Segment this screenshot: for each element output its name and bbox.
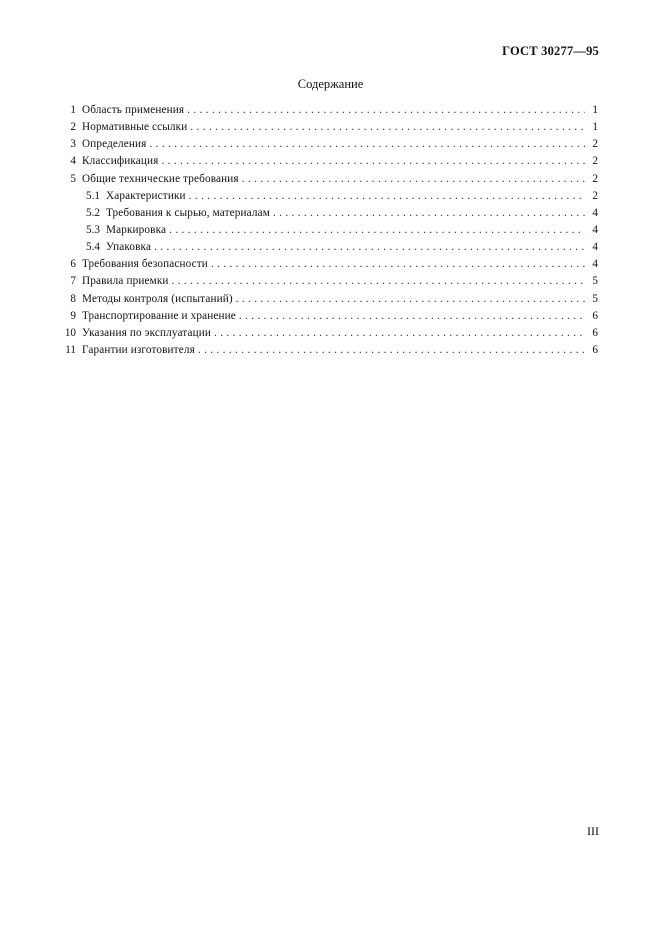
- toc-entry-label: Маркировка: [106, 223, 167, 236]
- toc-dot-leader: [189, 188, 585, 205]
- toc-entry-number: 2: [70, 121, 76, 134]
- toc-entry[interactable]: [60, 102, 598, 119]
- toc-entry[interactable]: [60, 256, 598, 273]
- toc-entry-page: 6: [592, 326, 598, 339]
- toc-dot-leader: [211, 256, 585, 273]
- toc-entry-label: Общие технические требования: [82, 172, 239, 185]
- toc-entry-number: 1: [70, 104, 76, 116]
- toc-dot-leader: [187, 102, 585, 119]
- table-of-contents: [60, 102, 598, 359]
- toc-entry[interactable]: [60, 205, 598, 222]
- toc-dot-leader: [273, 205, 585, 222]
- toc-entry-number: 6: [70, 258, 76, 271]
- toc-entry-page: 6: [592, 309, 598, 322]
- toc-dot-leader: [236, 291, 585, 308]
- toc-entry-label: Нормативные ссылки: [82, 121, 188, 134]
- toc-entry-label: Требования к сырью, материалам: [106, 206, 270, 219]
- toc-entry-page: 2: [592, 172, 598, 185]
- toc-entry-number: 5.3: [86, 223, 100, 236]
- page-number: III: [587, 824, 599, 838]
- toc-entry-label: Указания по эксплуатации: [82, 326, 212, 339]
- toc-entry[interactable]: [60, 342, 598, 359]
- toc-dot-leader: [198, 342, 585, 359]
- toc-entry-page: 4: [592, 223, 598, 236]
- toc-title: Содержание: [297, 77, 364, 91]
- toc-entry-label: Классификация: [82, 155, 159, 168]
- toc-entry-page: 5: [592, 292, 598, 305]
- toc-entry[interactable]: [60, 325, 598, 342]
- toc-entry-page: 4: [592, 206, 598, 219]
- toc-entry-number: 4: [70, 155, 76, 168]
- toc-entry-number: 10: [64, 326, 76, 339]
- toc-entry-number: 3: [70, 138, 76, 151]
- toc-entry[interactable]: [60, 239, 598, 256]
- toc-dot-leader: [214, 325, 585, 342]
- toc-entry-page: 6: [592, 343, 598, 356]
- toc-entry[interactable]: [60, 171, 598, 188]
- toc-entry-page: 2: [592, 155, 598, 168]
- toc-entry-label: Гарантии изготовителя: [82, 343, 195, 356]
- toc-entry-label: Методы контроля (испытаний): [82, 292, 233, 305]
- toc-entry-label: Определения: [82, 138, 147, 151]
- toc-entry-number: 7: [70, 275, 76, 288]
- toc-entry-label: Правила приемки: [82, 275, 169, 288]
- toc-entry-number: 11: [65, 343, 76, 356]
- toc-dot-leader: [154, 239, 585, 256]
- toc-dot-leader: [242, 171, 585, 188]
- toc-entry-page: 2: [592, 189, 598, 202]
- toc-dot-leader: [190, 119, 585, 136]
- toc-entry[interactable]: [60, 188, 598, 205]
- toc-entry-number: 5.4: [86, 241, 100, 254]
- toc-dot-leader: [169, 222, 585, 239]
- toc-entry-page: 1: [592, 104, 598, 116]
- toc-entry-label: Транспортирование и хранение: [82, 309, 236, 322]
- toc-dot-leader: [239, 308, 585, 325]
- toc-entry-page: 4: [592, 241, 598, 254]
- toc-entry-number: 5.1: [86, 189, 100, 202]
- document-code: ГОСТ 30277—95: [502, 44, 599, 58]
- toc-entry[interactable]: [60, 273, 598, 290]
- toc-dot-leader: [149, 136, 585, 153]
- toc-entry-number: 5.2: [86, 206, 100, 219]
- toc-entry-page: 4: [592, 258, 598, 271]
- toc-dot-leader: [172, 273, 585, 290]
- toc-entry-label: Упаковка: [106, 241, 152, 254]
- toc-entry[interactable]: [60, 119, 598, 136]
- toc-entry-number: 9: [70, 309, 76, 322]
- toc-entry[interactable]: [60, 222, 598, 239]
- toc-entry-page: 2: [592, 138, 598, 151]
- toc-entry-page: 5: [592, 275, 598, 288]
- toc-entry[interactable]: [60, 291, 598, 308]
- toc-entry-label: Область применения: [82, 104, 185, 116]
- toc-entry-label: Характеристики: [106, 189, 186, 202]
- toc-entry-page: 1: [592, 121, 598, 134]
- toc-dot-leader: [161, 153, 585, 170]
- toc-entry[interactable]: [60, 136, 598, 153]
- toc-entry[interactable]: [60, 153, 598, 170]
- toc-entry-number: 5: [70, 172, 76, 185]
- toc-entry[interactable]: [60, 308, 598, 325]
- toc-entry-number: 8: [70, 292, 76, 305]
- toc-entry-label: Требования безопасности: [82, 258, 208, 271]
